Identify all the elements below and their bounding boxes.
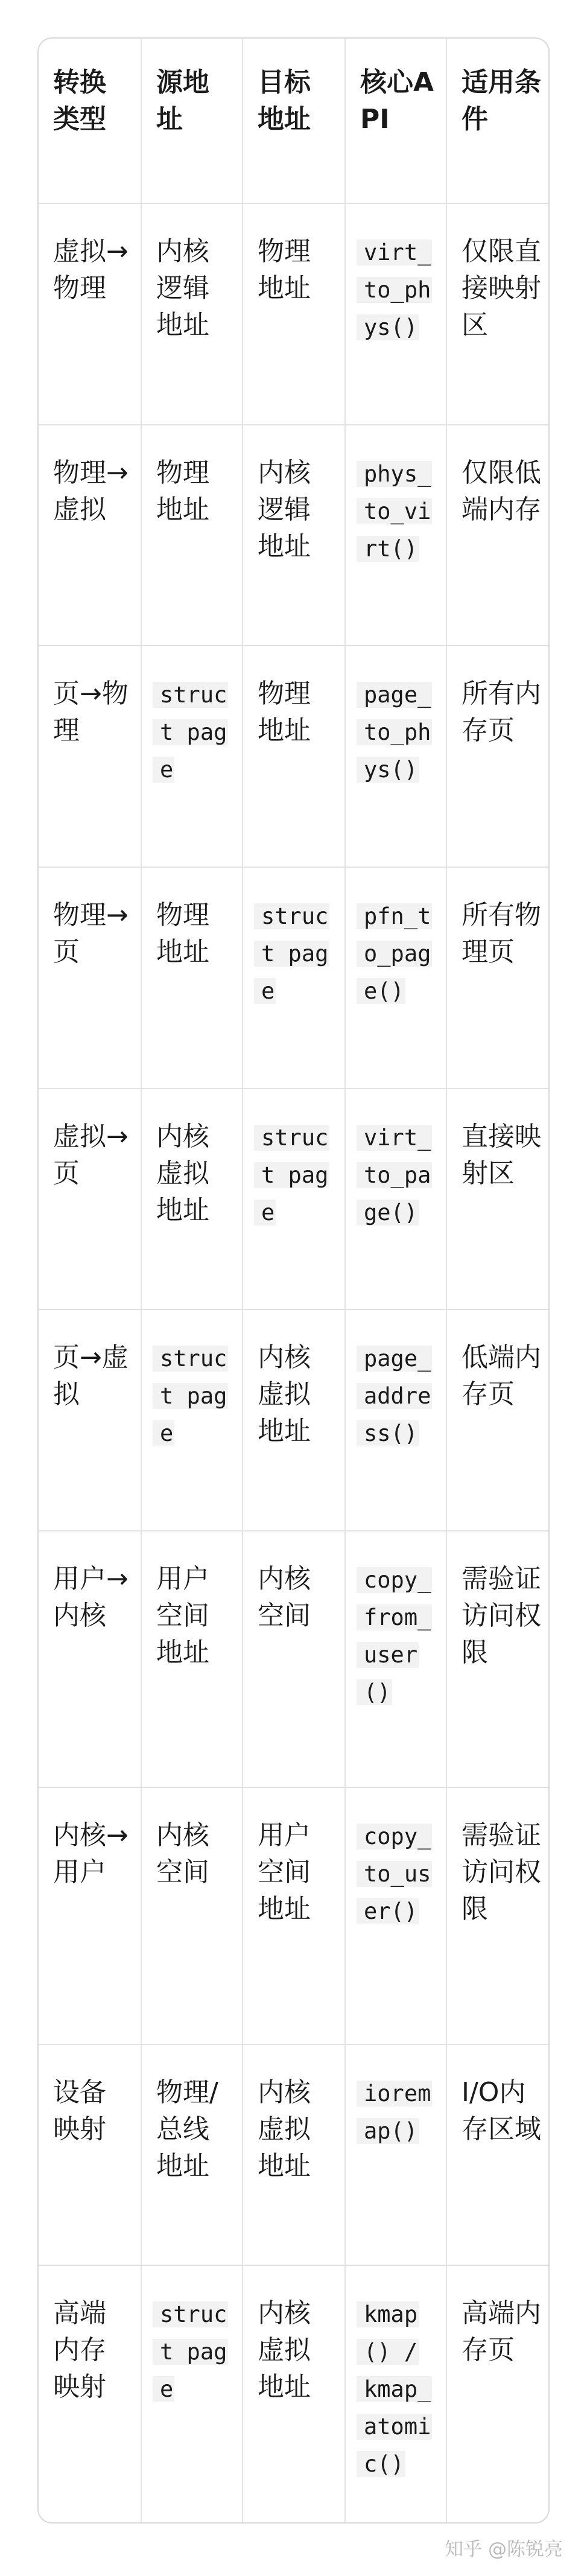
cell-target-address: 用户空间地址 bbox=[243, 1787, 345, 2044]
conversion-table bbox=[39, 39, 550, 2522]
cell-source-address: 物理地址 bbox=[141, 867, 243, 1089]
api-code: copy_to_user() bbox=[357, 1824, 432, 1924]
table-row bbox=[39, 1531, 550, 1788]
target-code: struct page bbox=[254, 1125, 329, 1226]
api-code: page_to_phys() bbox=[357, 682, 432, 783]
table-row bbox=[39, 2044, 550, 2266]
cell-target-address: 内核虚拟地址 bbox=[243, 1309, 345, 1531]
table-row bbox=[39, 646, 550, 867]
cell-conversion-type: 设备映射 bbox=[39, 2044, 141, 2266]
cell-core-api bbox=[345, 2044, 446, 2266]
cell-conversion-type: 虚拟→页 bbox=[39, 1089, 141, 1310]
header-source-address: 源地址 bbox=[141, 39, 243, 203]
table-row bbox=[39, 425, 550, 646]
table-body bbox=[39, 203, 550, 2522]
cell-core-api bbox=[345, 1309, 446, 1531]
header-condition: 适用条件 bbox=[446, 39, 550, 203]
cell-conversion-type: 页→虚拟 bbox=[39, 1309, 141, 1531]
cell-source-address: 物理/总线地址 bbox=[141, 2044, 243, 2266]
header-row bbox=[39, 39, 550, 203]
header-conversion-type: 转换类型 bbox=[39, 39, 141, 203]
cell-condition: 高端内存页 bbox=[462, 2298, 541, 2366]
cell-conversion-type: 虚拟→物理 bbox=[39, 203, 141, 425]
table-row bbox=[39, 2265, 550, 2522]
cell-core-api bbox=[345, 1787, 446, 2044]
api-code: ioremap() bbox=[357, 2081, 432, 2144]
cell-condition: 需验证访问权限 bbox=[446, 1787, 550, 2044]
cell-core-api bbox=[345, 2265, 446, 2522]
address-conversion-table bbox=[37, 37, 550, 2524]
table-row bbox=[39, 1309, 550, 1531]
table-row bbox=[39, 867, 550, 1089]
cell-conversion-type: 页→物理 bbox=[39, 646, 141, 867]
cell-source-address bbox=[141, 1309, 243, 1531]
header-core-api: 核心API bbox=[345, 39, 446, 203]
cell-target-address: 内核虚拟地址 bbox=[243, 2265, 345, 2522]
cell-conversion-type: 高端内存映射 bbox=[39, 2265, 141, 2522]
cell-core-api bbox=[345, 425, 446, 646]
cell-target-address bbox=[243, 867, 345, 1089]
table-header bbox=[39, 39, 550, 203]
source-code: struct page bbox=[153, 2301, 228, 2402]
cell-source-address: 内核空间 bbox=[141, 1787, 243, 2044]
source-code: struct page bbox=[153, 1346, 228, 1446]
cell-target-address: 内核逻辑地址 bbox=[243, 425, 345, 646]
cell-conversion-type: 物理→虚拟 bbox=[39, 425, 141, 646]
cell-condition: 所有内存页 bbox=[446, 646, 550, 867]
cell-conversion-type: 物理→页 bbox=[39, 867, 141, 1089]
cell-condition: I/O内存区域 bbox=[446, 2044, 550, 2266]
source-code: struct page bbox=[153, 682, 228, 783]
cell-condition: 所有物理页 bbox=[446, 867, 550, 1089]
api-code: virt_to_page() bbox=[357, 1125, 432, 1226]
api-code: kmap() / kmap_atomic() bbox=[357, 2301, 432, 2477]
cell-source-address: 物理地址 bbox=[141, 425, 243, 646]
cell-core-api bbox=[345, 646, 446, 867]
table-row bbox=[39, 203, 550, 425]
cell-source-address: 内核虚拟地址 bbox=[141, 1089, 243, 1310]
cell-condition: 直接映射区 bbox=[446, 1089, 550, 1310]
cell-source-address: 内核逻辑地址 bbox=[141, 203, 243, 425]
cell-condition: 仅限低端内存 bbox=[446, 425, 550, 646]
cell-core-api bbox=[345, 867, 446, 1089]
cell-source-address: 用户空间地址 bbox=[141, 1531, 243, 1788]
api-code: copy_from_user() bbox=[357, 1567, 432, 1705]
table-row bbox=[39, 1089, 550, 1310]
header-target-address: 目标地址 bbox=[243, 39, 345, 203]
cell-target-address: 内核空间 bbox=[243, 1531, 345, 1788]
cell-target-address bbox=[243, 1089, 345, 1310]
cell-target-address: 内核虚拟地址 bbox=[243, 2044, 345, 2266]
watermark: 知乎 @陈锐亮 bbox=[445, 2539, 563, 2560]
cell-core-api bbox=[345, 203, 446, 425]
api-code: page_address() bbox=[357, 1346, 432, 1446]
cell-source-address bbox=[141, 646, 243, 867]
cell-conversion-type: 用户→内核 bbox=[39, 1531, 141, 1788]
cell-core-api bbox=[345, 1531, 446, 1788]
cell-conversion-type: 内核→用户 bbox=[39, 1787, 141, 2044]
cell-source-address bbox=[141, 2265, 243, 2522]
cell-target-address: 物理地址 bbox=[243, 203, 345, 425]
cell-target-address: 物理地址 bbox=[243, 646, 345, 867]
api-code: pfn_to_page() bbox=[357, 903, 432, 1004]
cell-condition: 仅限直接映射区 bbox=[446, 203, 550, 425]
cell-core-api bbox=[345, 1089, 446, 1310]
api-code: virt_to_phys() bbox=[357, 240, 432, 340]
cell-condition: 需验证访问权限 bbox=[446, 1531, 550, 1788]
target-code: struct page bbox=[254, 903, 329, 1004]
api-code: phys_to_virt() bbox=[357, 461, 432, 562]
cell-condition: 低端内存页 bbox=[446, 1309, 550, 1531]
table-row bbox=[39, 1787, 550, 2044]
